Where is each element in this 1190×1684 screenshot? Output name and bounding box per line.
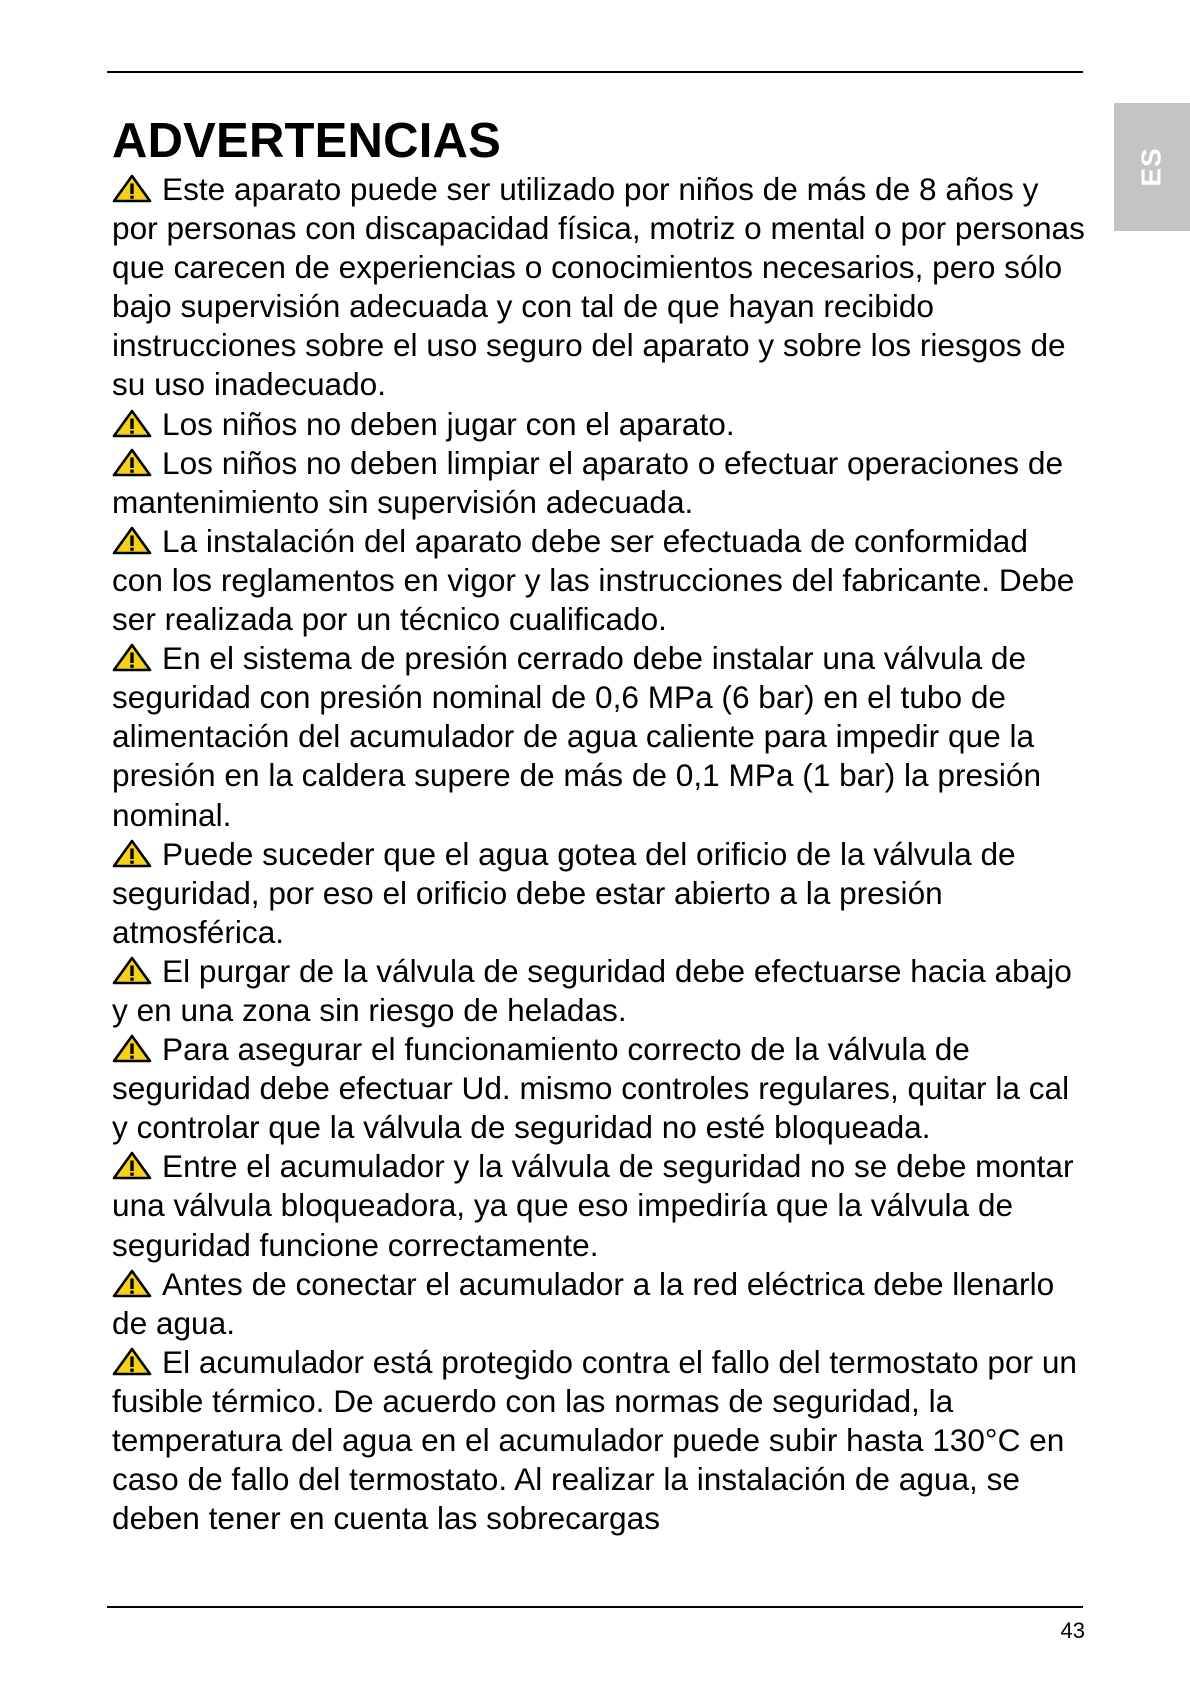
- warning-item: [112, 1343, 1087, 1538]
- warning-item: [112, 835, 1087, 952]
- warning-text: El purgar de la válvula de seguridad debe efectuarse hacia abajo y en una zona sin riesgo de heladas.: [112, 952, 1072, 1028]
- page-content: [112, 112, 1087, 1538]
- warning-triangle-icon: [112, 1151, 152, 1180]
- warning-item: [112, 1030, 1087, 1147]
- warning-triangle-icon: [112, 1347, 152, 1376]
- warning-text: Antes de conectar el acumulador a la red eléctrica debe llenarlo de agua.: [112, 1265, 1055, 1341]
- warning-item: [112, 522, 1087, 639]
- warning-triangle-icon: [112, 409, 152, 438]
- warning-item: [112, 1147, 1087, 1264]
- top-divider: [107, 71, 1083, 73]
- warning-triangle-icon: [112, 448, 152, 477]
- warning-triangle-icon: [112, 174, 152, 203]
- language-tab-label: ES: [1135, 147, 1167, 187]
- language-tab: [1114, 103, 1190, 231]
- warning-triangle-icon: [112, 956, 152, 985]
- warning-text: Entre el acumulador y la válvula de seguridad no se debe montar una válvula bloqueadora, ya que eso impediría que la válvula de seguridad funcione correctamente.: [112, 1148, 1074, 1263]
- page-title: ADVERTENCIAS: [112, 114, 501, 168]
- warning-triangle-icon: [112, 526, 152, 555]
- warning-text: Para asegurar el funcionamiento correcto de la válvula de seguridad debe efectuar Ud. mismo controles regulares, quitar la cal y controlar que la válvula de seguridad no esté bloqueada.: [112, 1031, 1070, 1146]
- warning-text: En el sistema de presión cerrado debe instalar una válvula de seguridad con presión nominal de 0,6 MPa (6 bar) en el tubo de alimentación del acumulador de agua caliente para impedir que la presión en la caldera supere de más de 0,1 MPa (1 bar) la presión nominal.: [112, 640, 1042, 833]
- warning-text: El acumulador está protegido contra el fallo del termostato por un fusible térmico. De acuerdo con las normas de seguridad, la temperatura del agua en el acumulador puede subir hasta 130°C en caso de fallo del termostato. Al realizar la instalación de agua, se deben tener en cuenta las sobrecargas: [112, 1343, 1077, 1537]
- warning-text: Los niños no deben limpiar el aparato o efectuar operaciones de mantenimiento sin supervisión adecuada.: [112, 444, 1064, 520]
- warning-item: [112, 444, 1087, 522]
- warning-item: [112, 1265, 1087, 1343]
- warning-item: [112, 170, 1087, 405]
- warning-item: [112, 952, 1087, 1030]
- page-number: 43: [1060, 1618, 1085, 1643]
- warnings-list: [112, 170, 1087, 1538]
- bottom-divider: [107, 1606, 1083, 1608]
- warning-text: La instalación del aparato debe ser efectuada de conformidad con los reglamentos en vigor y las instrucciones del fabricante. Debe ser realizada por un técnico cualificado.: [112, 522, 1075, 638]
- warning-triangle-icon: [112, 839, 152, 868]
- warning-text: Los niños no deben jugar con el aparato.: [162, 405, 735, 442]
- warning-text: Puede suceder que el agua gotea del orificio de la válvula de seguridad, por eso el orificio debe estar abierto a la presión atmosférica.: [112, 835, 1016, 950]
- warning-triangle-icon: [112, 643, 152, 672]
- warning-triangle-icon: [112, 1269, 152, 1298]
- warning-item: [112, 639, 1087, 834]
- warning-triangle-icon: [112, 1034, 152, 1063]
- warning-text: Este aparato puede ser utilizado por niños de más de 8 años y por personas con discapacidad física, motriz o mental o por personas que carecen de experiencias o conocimientos necesarios, pero sólo bajo supervisión adecuada y con tal de que hayan recibido instrucciones sobre el uso seguro del aparato y sobre los riesgos de su uso inadecuado.: [112, 171, 1085, 403]
- warning-item: [112, 405, 1087, 444]
